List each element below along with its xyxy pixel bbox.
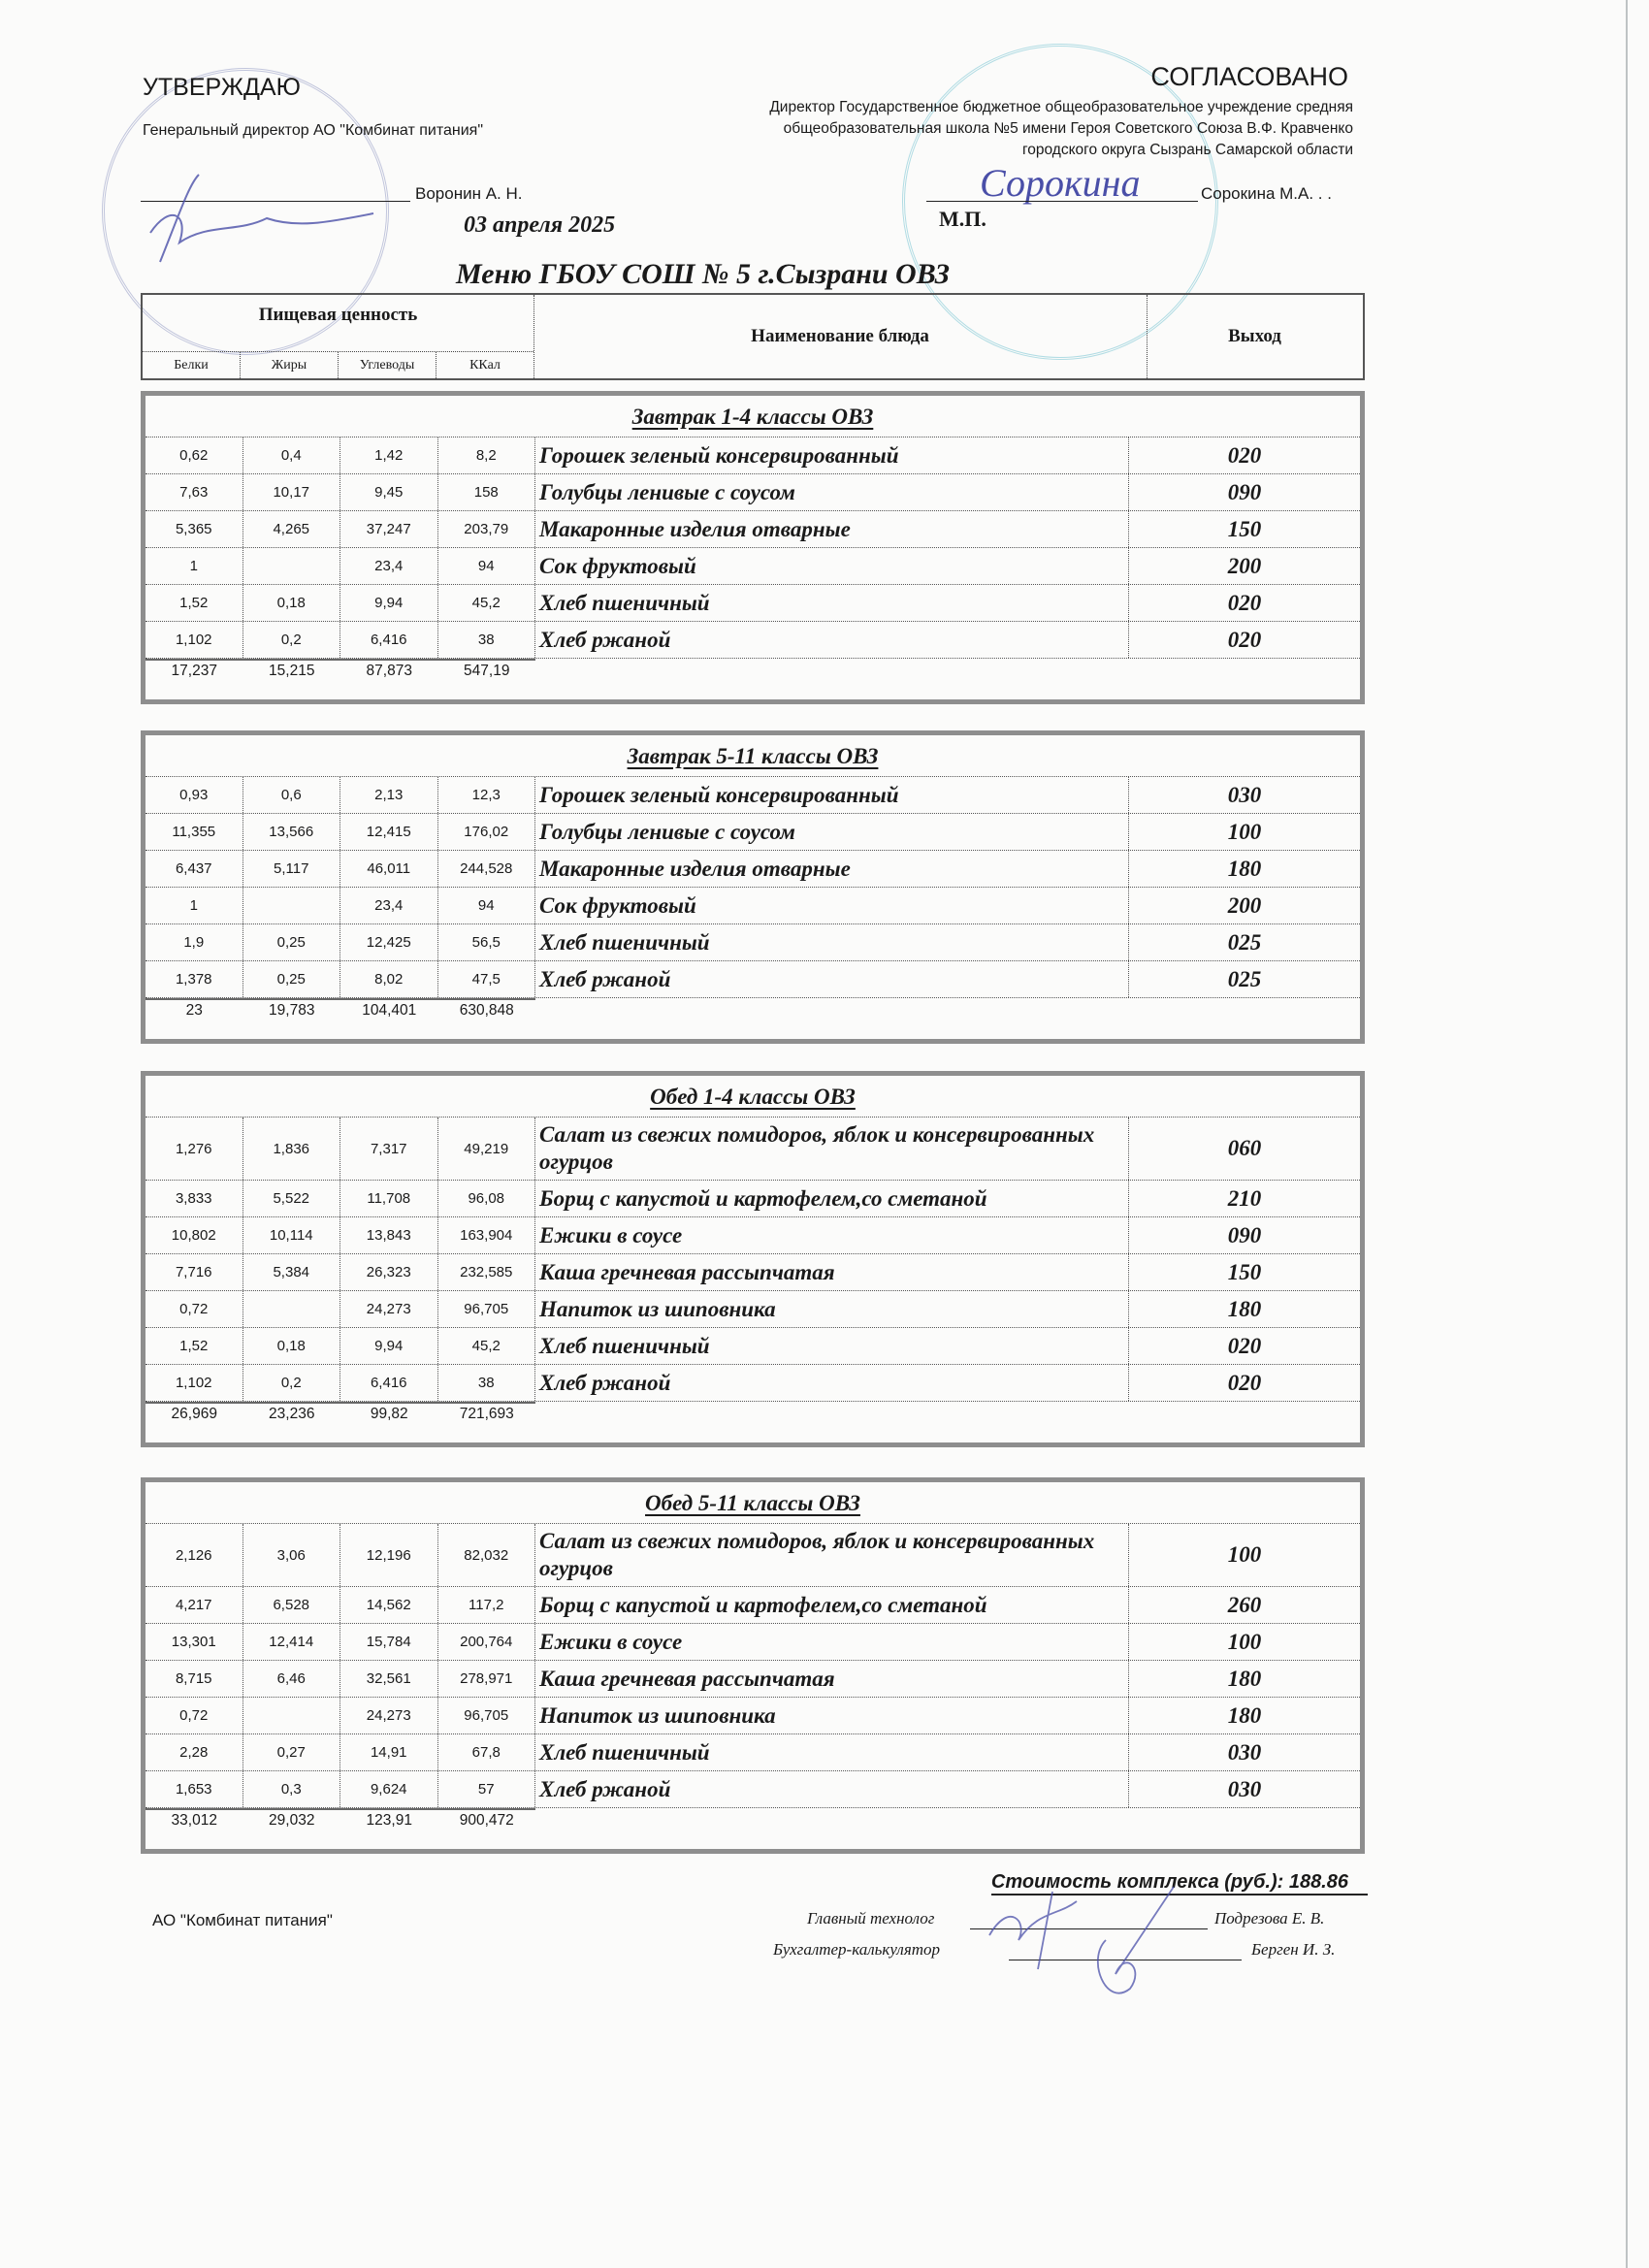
section-breakfast-5-11 — [141, 730, 1365, 1044]
fat-cell: 0,6 — [243, 777, 341, 813]
table-row — [146, 814, 1360, 851]
table-row — [146, 888, 1360, 924]
protein-cell: 2,126 — [146, 1524, 243, 1586]
total-fat: 19,783 — [269, 1002, 315, 1019]
table-row — [146, 622, 1360, 659]
kcal-cell: 158 — [438, 474, 536, 510]
total-fat: 23,236 — [269, 1406, 315, 1422]
table-row — [146, 1524, 1360, 1587]
yield-cell: 180 — [1227, 856, 1262, 881]
total-protein: 17,237 — [171, 663, 217, 679]
dish-cell: Каша гречневая рассыпчатая — [535, 1254, 1129, 1290]
agreement-position-line2: общеобразовательная школа №5 имени Героя Советского Союза В.Ф. Кравченко — [783, 120, 1353, 137]
fat-cell: 0,3 — [243, 1771, 341, 1807]
carbs-cell: 37,247 — [340, 511, 438, 547]
carbs-cell: 6,416 — [340, 1365, 438, 1401]
table-row — [146, 1181, 1360, 1217]
kcal-cell: 203,79 — [438, 511, 536, 547]
agreement-position-line1: Директор Государственное бюджетное общеобразовательное учреждение средняя — [769, 99, 1353, 115]
kcal-cell: 38 — [438, 1365, 536, 1401]
yield-cell: 025 — [1227, 929, 1262, 955]
fat-cell: 10,17 — [243, 474, 341, 510]
fat-cell — [243, 1291, 341, 1327]
carbs-cell: 9,94 — [340, 1328, 438, 1364]
document-title: Меню ГБОУ СОШ № 5 г.Сызрани ОВЗ — [456, 258, 950, 290]
dish-cell: Ежики в соусе — [535, 1624, 1129, 1660]
carbs-cell: 14,91 — [340, 1734, 438, 1770]
yield-cell: 020 — [1227, 1333, 1262, 1358]
agreement-signature: Сорокина — [980, 161, 1141, 205]
yield-cell: 030 — [1227, 1776, 1262, 1801]
kcal-cell: 96,705 — [438, 1698, 536, 1733]
table-row — [146, 851, 1360, 888]
dish-cell: Хлеб пшеничный — [535, 1328, 1129, 1364]
kcal-cell: 94 — [438, 888, 536, 923]
protein-cell: 5,365 — [146, 511, 243, 547]
yield-cell: 260 — [1227, 1592, 1262, 1617]
kcal-cell: 96,08 — [438, 1181, 536, 1216]
yield-cell: 210 — [1227, 1185, 1262, 1211]
fat-cell: 12,414 — [243, 1624, 341, 1660]
column-dish-name: Наименование блюда — [534, 295, 1148, 378]
dish-cell: Хлеб ржаной — [535, 1365, 1129, 1401]
dish-cell: Салат из свежих помидоров, яблок и консервированных огурцов — [535, 1118, 1129, 1180]
total-carbs: 104,401 — [362, 1002, 417, 1019]
page-edge — [1626, 0, 1628, 2268]
carbs-cell: 46,011 — [340, 851, 438, 887]
agreement-title: СОГЛАСОВАНО — [1150, 62, 1348, 91]
total-carbs: 87,873 — [366, 663, 412, 679]
yield-cell: 200 — [1227, 892, 1262, 918]
protein-cell: 1,378 — [146, 961, 243, 997]
dish-cell: Хлеб ржаной — [535, 622, 1129, 658]
yield-cell: 200 — [1227, 553, 1262, 578]
table-row — [146, 1587, 1360, 1624]
carbs-cell: 24,273 — [340, 1291, 438, 1327]
footer-company: АО "Комбинат питания" — [152, 1911, 333, 1929]
approval-position: Генеральный директор АО "Комбинат питания" — [143, 122, 484, 139]
carbs-cell: 23,4 — [340, 548, 438, 584]
protein-cell: 7,63 — [146, 474, 243, 510]
fat-cell: 0,27 — [243, 1734, 341, 1770]
protein-cell: 1,52 — [146, 1328, 243, 1364]
yield-cell: 020 — [1227, 590, 1262, 615]
kcal-cell: 82,032 — [438, 1524, 536, 1586]
yield-cell: 060 — [1227, 1136, 1262, 1160]
dish-cell: Хлеб ржаной — [535, 961, 1129, 997]
kcal-cell: 117,2 — [438, 1587, 536, 1623]
table-row — [146, 1365, 1360, 1402]
kcal-cell: 232,585 — [438, 1254, 536, 1290]
carbs-cell: 9,45 — [340, 474, 438, 510]
yield-cell: 020 — [1227, 627, 1262, 652]
kcal-cell: 8,2 — [438, 437, 536, 473]
agreement-signer: Сорокина М.А. . . — [1201, 184, 1332, 203]
yield-cell: 090 — [1227, 479, 1262, 504]
table-row — [146, 1661, 1360, 1698]
fat-cell: 0,2 — [243, 622, 341, 658]
table-row — [146, 777, 1360, 814]
accountant-name: Берген И. З. — [1251, 1940, 1336, 1959]
kcal-cell: 38 — [438, 622, 536, 658]
table-row — [146, 1328, 1360, 1365]
dish-cell: Сок фруктовый — [535, 548, 1129, 584]
dish-cell: Макаронные изделия отварные — [535, 851, 1129, 887]
dish-cell: Напиток из шиповника — [535, 1291, 1129, 1327]
fat-cell: 1,836 — [243, 1118, 341, 1180]
kcal-cell: 94 — [438, 548, 536, 584]
totals-row — [146, 661, 1360, 699]
table-row — [146, 924, 1360, 961]
protein-cell: 2,28 — [146, 1734, 243, 1770]
carbs-cell: 11,708 — [340, 1181, 438, 1216]
yield-cell: 100 — [1227, 819, 1262, 844]
section-title: Завтрак 5-11 классы ОВЗ — [627, 744, 879, 768]
dish-cell: Хлеб пшеничный — [535, 585, 1129, 621]
kcal-cell: 200,764 — [438, 1624, 536, 1660]
protein-cell: 3,833 — [146, 1181, 243, 1216]
fat-cell: 5,522 — [243, 1181, 341, 1216]
carbs-cell: 2,13 — [340, 777, 438, 813]
protein-cell: 1 — [146, 548, 243, 584]
yield-cell: 150 — [1227, 516, 1262, 541]
dish-cell: Борщ с капустой и картофелем,со сметаной — [535, 1181, 1129, 1216]
carbs-cell: 14,562 — [340, 1587, 438, 1623]
protein-cell: 4,217 — [146, 1587, 243, 1623]
column-fat: Жиры — [241, 352, 339, 378]
menu-table-header — [141, 293, 1365, 380]
yield-cell: 100 — [1227, 1629, 1262, 1654]
yield-cell: 030 — [1227, 782, 1262, 807]
fat-cell: 6,528 — [243, 1587, 341, 1623]
chief-technologist-role: Главный технолог — [807, 1909, 935, 1928]
carbs-cell: 7,317 — [340, 1118, 438, 1180]
dish-cell: Напиток из шиповника — [535, 1698, 1129, 1733]
kcal-cell: 45,2 — [438, 1328, 536, 1364]
carbs-cell: 26,323 — [340, 1254, 438, 1290]
dish-cell: Хлеб пшеничный — [535, 1734, 1129, 1770]
table-row — [146, 548, 1360, 585]
dish-cell: Ежики в соусе — [535, 1217, 1129, 1253]
kcal-cell: 45,2 — [438, 585, 536, 621]
table-row — [146, 437, 1360, 474]
carbs-cell: 15,784 — [340, 1624, 438, 1660]
fat-cell: 0,18 — [243, 585, 341, 621]
total-kcal: 547,19 — [464, 663, 510, 679]
totals-row — [146, 1810, 1360, 1849]
yield-cell: 150 — [1227, 1259, 1262, 1284]
carbs-cell: 12,196 — [340, 1524, 438, 1586]
kcal-cell: 67,8 — [438, 1734, 536, 1770]
nutrition-title: Пищевая ценность — [258, 305, 418, 325]
protein-cell: 1,653 — [146, 1771, 243, 1807]
table-row — [146, 1734, 1360, 1771]
section-lunch-1-4 — [141, 1071, 1365, 1447]
kcal-cell: 163,904 — [438, 1217, 536, 1253]
protein-cell: 8,715 — [146, 1661, 243, 1697]
yield-cell: 020 — [1227, 442, 1262, 468]
carbs-cell: 32,561 — [340, 1661, 438, 1697]
kcal-cell: 244,528 — [438, 851, 536, 887]
dish-cell: Горошек зеленый консервированный — [535, 777, 1129, 813]
totals-row — [146, 1000, 1360, 1039]
dish-cell: Голубцы ленивые с соусом — [535, 474, 1129, 510]
total-kcal: 721,693 — [459, 1406, 514, 1422]
total-carbs: 99,82 — [370, 1406, 408, 1422]
total-kcal: 900,472 — [459, 1812, 514, 1829]
section-breakfast-1-4 — [141, 391, 1365, 704]
fat-cell: 10,114 — [243, 1217, 341, 1253]
protein-cell: 0,93 — [146, 777, 243, 813]
yield-cell: 090 — [1227, 1222, 1262, 1247]
dish-cell: Макаронные изделия отварные — [535, 511, 1129, 547]
seal-label: М.П. — [939, 207, 986, 231]
section-title: Обед 5-11 классы ОВЗ — [645, 1491, 860, 1515]
table-row — [146, 1771, 1360, 1808]
fat-cell: 0,25 — [243, 924, 341, 960]
fat-cell — [243, 888, 341, 923]
table-row — [146, 511, 1360, 548]
approval-signature-line — [141, 201, 410, 202]
yield-cell: 180 — [1227, 1666, 1262, 1691]
yield-cell: 100 — [1227, 1542, 1262, 1567]
total-fat: 15,215 — [269, 663, 315, 679]
table-row — [146, 585, 1360, 622]
protein-cell: 1,102 — [146, 1365, 243, 1401]
protein-cell: 1,9 — [146, 924, 243, 960]
total-carbs: 123,91 — [366, 1812, 412, 1829]
protein-cell: 1,52 — [146, 585, 243, 621]
carbs-cell: 13,843 — [340, 1217, 438, 1253]
accountant-role: Бухгалтер-калькулятор — [773, 1940, 941, 1959]
total-protein: 23 — [185, 1002, 203, 1019]
section-title: Завтрак 1-4 классы ОВЗ — [631, 405, 874, 429]
agreement-position-line3: городского округа Сызрань Самарской области — [1021, 142, 1353, 158]
fat-cell: 0,25 — [243, 961, 341, 997]
carbs-cell: 24,273 — [340, 1698, 438, 1733]
carbs-cell: 23,4 — [340, 888, 438, 923]
carbs-cell: 6,416 — [340, 622, 438, 658]
chief-technologist-name: Подрезова Е. В. — [1214, 1909, 1325, 1928]
protein-cell: 1,276 — [146, 1118, 243, 1180]
column-kcal: ККал — [469, 358, 501, 373]
dish-cell: Борщ с капустой и картофелем,со сметаной — [535, 1587, 1129, 1623]
table-row — [146, 1291, 1360, 1328]
kcal-cell: 176,02 — [438, 814, 536, 850]
protein-cell: 0,62 — [146, 437, 243, 473]
nutrition-header — [143, 295, 534, 378]
kcal-cell: 47,5 — [438, 961, 536, 997]
protein-cell: 13,301 — [146, 1624, 243, 1660]
yield-cell: 030 — [1227, 1739, 1262, 1765]
kcal-cell: 12,3 — [438, 777, 536, 813]
total-protein: 26,969 — [171, 1406, 217, 1422]
section-lunch-5-11 — [141, 1477, 1365, 1854]
yield-cell: 025 — [1227, 966, 1262, 991]
fat-cell: 4,265 — [243, 511, 341, 547]
totals-row — [146, 1404, 1360, 1442]
protein-cell: 10,802 — [146, 1217, 243, 1253]
column-yield: Выход — [1228, 326, 1281, 346]
dish-cell: Горошек зеленый консервированный — [535, 437, 1129, 473]
protein-cell: 11,355 — [146, 814, 243, 850]
kcal-cell: 49,219 — [438, 1118, 536, 1180]
table-row — [146, 1254, 1360, 1291]
column-carbs: Углеводы — [339, 352, 436, 378]
kcal-cell: 96,705 — [438, 1291, 536, 1327]
dish-cell: Голубцы ленивые с соусом — [535, 814, 1129, 850]
yield-cell: 180 — [1227, 1296, 1262, 1321]
protein-cell: 6,437 — [146, 851, 243, 887]
fat-cell: 0,18 — [243, 1328, 341, 1364]
dish-cell: Каша гречневая рассыпчатая — [535, 1661, 1129, 1697]
total-fat: 29,032 — [269, 1812, 315, 1829]
protein-cell: 0,72 — [146, 1291, 243, 1327]
dish-cell: Хлеб пшеничный — [535, 924, 1129, 960]
dish-cell: Салат из свежих помидоров, яблок и консервированных огурцов — [535, 1524, 1129, 1586]
table-row — [146, 1217, 1360, 1254]
protein-cell: 1,102 — [146, 622, 243, 658]
agreement-position — [655, 97, 1353, 161]
complex-cost: Стоимость комплекса (руб.): 188.86 — [991, 1871, 1368, 1895]
kcal-cell: 57 — [438, 1771, 536, 1807]
fat-cell: 0,4 — [243, 437, 341, 473]
section-title: Обед 1-4 классы ОВЗ — [650, 1085, 856, 1109]
dish-cell: Сок фруктовый — [535, 888, 1129, 923]
carbs-cell: 9,624 — [340, 1771, 438, 1807]
fat-cell — [243, 548, 341, 584]
table-row — [146, 1624, 1360, 1661]
fat-cell: 13,566 — [243, 814, 341, 850]
chief-technologist-signature-line — [970, 1928, 1208, 1929]
column-protein: Белки — [143, 352, 241, 378]
fat-cell: 5,384 — [243, 1254, 341, 1290]
carbs-cell: 8,02 — [340, 961, 438, 997]
fat-cell: 5,117 — [243, 851, 341, 887]
agreement-signature-line — [926, 201, 1198, 202]
protein-cell: 0,72 — [146, 1698, 243, 1733]
table-row — [146, 1118, 1360, 1181]
fat-cell: 3,06 — [243, 1524, 341, 1586]
protein-cell: 1 — [146, 888, 243, 923]
carbs-cell: 12,425 — [340, 924, 438, 960]
total-kcal: 630,848 — [459, 1002, 514, 1019]
approval-signature-icon — [121, 155, 412, 272]
fat-cell — [243, 1698, 341, 1733]
yield-cell: 180 — [1227, 1702, 1262, 1728]
approval-title: УТВЕРЖДАЮ — [143, 74, 301, 101]
total-protein: 33,012 — [171, 1812, 217, 1829]
table-row — [146, 474, 1360, 511]
table-row — [146, 961, 1360, 998]
fat-cell: 6,46 — [243, 1661, 341, 1697]
yield-cell: 020 — [1227, 1370, 1262, 1395]
dish-cell: Хлеб ржаной — [535, 1771, 1129, 1807]
carbs-cell: 12,415 — [340, 814, 438, 850]
carbs-cell: 1,42 — [340, 437, 438, 473]
approval-signer: Воронин А. Н. — [415, 184, 523, 203]
kcal-cell: 56,5 — [438, 924, 536, 960]
carbs-cell: 9,94 — [340, 585, 438, 621]
document-date: 03 апреля 2025 — [464, 212, 616, 238]
protein-cell: 7,716 — [146, 1254, 243, 1290]
table-row — [146, 1698, 1360, 1734]
fat-cell: 0,2 — [243, 1365, 341, 1401]
kcal-cell: 278,971 — [438, 1661, 536, 1697]
